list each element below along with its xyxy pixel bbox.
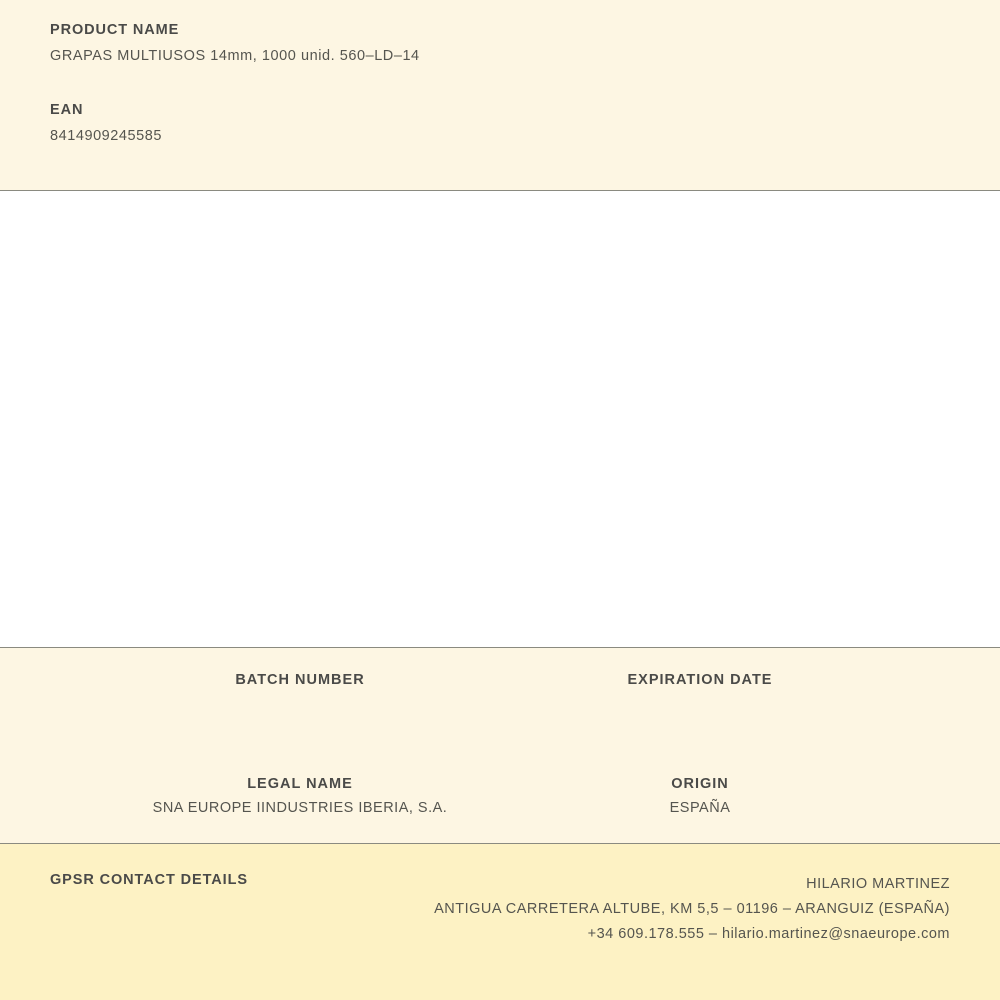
gpsr-contact-phone-email: +34 609.178.555 – hilario.martinez@snaeurope.com: [587, 926, 950, 942]
origin-cell: [500, 776, 900, 818]
gpsr-contact-address: ANTIGUA CARRETERA ALTUBE, KM 5,5 – 01196 – ARANGUIZ (ESPAÑA): [434, 901, 950, 917]
ean-label: EAN: [50, 102, 84, 118]
expiration-date-value: [500, 696, 900, 714]
batch-expiration-row: [0, 672, 1000, 714]
product-name-value: GRAPAS MULTIUSOS 14mm, 1000 unid. 560–LD–14: [50, 48, 420, 64]
blank-content-area: [0, 191, 1000, 648]
batch-number-value: [100, 696, 500, 714]
product-info-section: [0, 0, 1000, 191]
ean-group: [50, 102, 950, 144]
gpsr-footer-section: [0, 844, 1000, 1000]
gpsr-contact-name: HILARIO MARTINEZ: [806, 876, 950, 892]
ean-value: 8414909245585: [50, 128, 162, 144]
batch-legal-section: [0, 648, 1000, 844]
expiration-date-cell: [500, 672, 900, 714]
batch-number-label: BATCH NUMBER: [235, 672, 365, 688]
product-name-label: PRODUCT NAME: [50, 22, 180, 38]
legal-name-value: SNA EUROPE IINDUSTRIES IBERIA, S.A.: [152, 800, 448, 816]
gpsr-contact-details: [434, 872, 950, 947]
origin-value: ESPAÑA: [669, 800, 731, 816]
legal-origin-row: [0, 776, 1000, 818]
product-name-group: [50, 22, 950, 64]
expiration-date-label: EXPIRATION DATE: [627, 672, 773, 688]
legal-name-label: LEGAL NAME: [247, 776, 353, 792]
gpsr-contact-label: GPSR CONTACT DETAILS: [50, 872, 248, 888]
legal-name-cell: [100, 776, 500, 818]
batch-number-cell: [100, 672, 500, 714]
origin-label: ORIGIN: [671, 776, 729, 792]
